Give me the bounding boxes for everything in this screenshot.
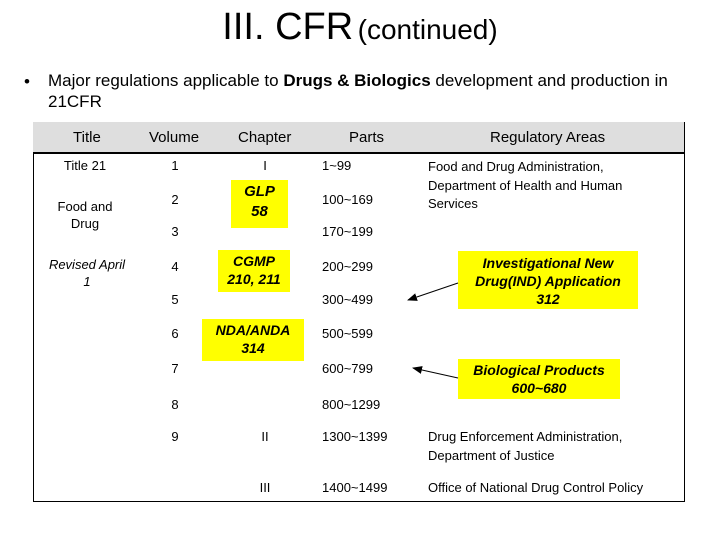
header-chapter: Chapter	[238, 129, 292, 146]
bullet-icon: •	[24, 72, 30, 91]
volume-cell: 5	[171, 292, 179, 307]
bio-line1: Biological Products	[473, 362, 605, 378]
parts-cell: 600~799	[322, 361, 373, 376]
nda-part: 314	[241, 340, 265, 356]
header-title: Title	[73, 129, 101, 146]
title-number: Title 21	[63, 158, 107, 173]
bullet-pre: Major regulations applicable to	[48, 71, 284, 90]
title-name-line1: Food and	[57, 199, 113, 214]
volume-cell: 1	[171, 158, 179, 173]
header-areas: Regulatory Areas	[490, 129, 606, 146]
area-fda-line2: Department of Health and Human	[428, 178, 623, 193]
bullet-bold: Drugs & Biologics	[283, 71, 431, 90]
nda-label: NDA/ANDA	[215, 322, 291, 338]
parts-cell: 1~99	[322, 158, 352, 173]
area-dea-line2: Department of Justice	[428, 448, 555, 463]
bio-parts: 600~680	[511, 380, 567, 396]
volume-cell: 2	[171, 192, 179, 207]
volume-cell: 3	[171, 224, 179, 239]
title-revised-line2: 1	[83, 274, 91, 289]
area-ondcp: Office of National Drug Control Policy	[428, 480, 644, 495]
volume-cell: 8	[171, 397, 179, 412]
cgmp-parts: 210, 211	[227, 271, 281, 287]
chapter-cell: I	[263, 158, 267, 173]
title-name-line2: Drug	[70, 216, 100, 231]
ind-line1: Investigational New	[482, 255, 614, 271]
parts-cell: 1400~1499	[322, 480, 388, 495]
parts-cell: 300~499	[322, 292, 373, 307]
parts-cell: 200~299	[322, 259, 373, 274]
area-fda-line1: Food and Drug Administration,	[428, 159, 604, 174]
chapter-cell: II	[261, 429, 269, 444]
header-parts: Parts	[349, 129, 385, 146]
title-main: III. CFR	[222, 6, 354, 48]
volume-cell: 4	[171, 259, 179, 274]
parts-cell: 100~169	[322, 192, 373, 207]
ind-arrow	[408, 283, 458, 300]
cgmp-label: CGMP	[233, 253, 275, 269]
parts-cell: 1300~1399	[322, 429, 388, 444]
volume-cell: 7	[171, 361, 179, 376]
title-revised-line1: Revised April	[48, 257, 126, 272]
header-volume: Volume	[149, 129, 200, 146]
volume-cell: 6	[171, 326, 179, 341]
parts-cell: 800~1299	[322, 397, 381, 412]
area-dea-line1: Drug Enforcement Administration,	[428, 429, 623, 444]
glp-label: GLP	[244, 183, 275, 200]
title-sub: (continued)	[357, 14, 498, 45]
volume-cell: 9	[171, 429, 179, 444]
bullet-post: development and production in 21CFR	[48, 71, 668, 111]
bio-arrow	[413, 368, 458, 378]
ind-part: 312	[536, 291, 560, 307]
parts-cell: 500~599	[322, 326, 373, 341]
ind-line2: Drug(IND) Application	[475, 273, 621, 289]
area-fda-line3: Services	[428, 196, 478, 211]
chapter-cell: III	[259, 480, 271, 495]
glp-part: 58	[251, 203, 268, 220]
parts-cell: 170~199	[322, 224, 373, 239]
